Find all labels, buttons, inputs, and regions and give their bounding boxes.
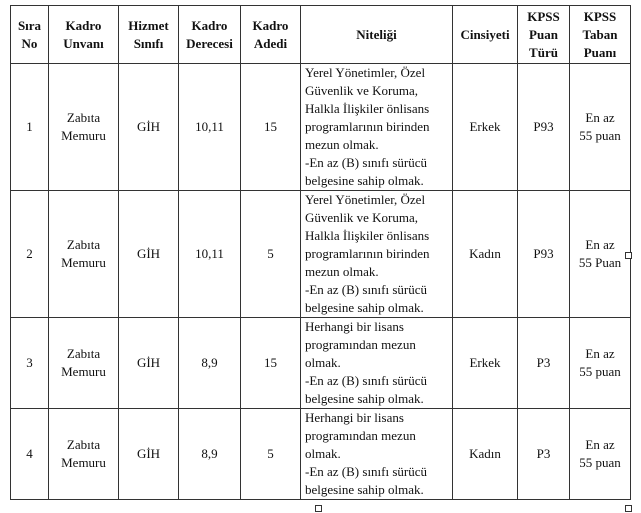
cell-cinsiyet: Erkek — [453, 318, 518, 409]
cell-unvan-line: Zabıta — [66, 346, 101, 361]
cell-unvan — [49, 409, 119, 500]
cell-sira: 2 — [11, 191, 49, 318]
nitelik-line: programından mezun — [305, 428, 416, 443]
header-kadro-adedi-line1: Kadro — [252, 17, 289, 33]
table-row — [11, 318, 631, 409]
cell-adet: 15 — [241, 64, 301, 191]
cell-sira: 4 — [11, 409, 49, 500]
cell-nitelik — [301, 191, 453, 318]
table-row — [11, 409, 631, 500]
nitelik-line: Halkla İlişkiler önlisans — [305, 101, 430, 116]
nitelik-line: Halkla İlişkiler önlisans — [305, 228, 430, 243]
nitelik-line: Herhangi bir lisans — [305, 319, 404, 334]
cell-puan-turu: P93 — [518, 191, 570, 318]
table-resize-handle-bottom[interactable] — [315, 505, 322, 512]
cell-unvan-line: Memuru — [61, 455, 106, 470]
nitelik-line: Yerel Yönetimler, Özel — [305, 192, 426, 207]
nitelik-line: Güvenlik ve Koruma, — [305, 210, 419, 225]
taban-puan-line: En az — [585, 437, 615, 452]
nitelik-line: mezun olmak. — [305, 264, 379, 279]
header-row — [11, 6, 631, 64]
taban-puan-line: En az — [585, 237, 615, 252]
cell-derece: 8,9 — [179, 318, 241, 409]
cell-unvan-line: Memuru — [61, 364, 106, 379]
table-row — [11, 191, 631, 318]
cell-taban-puan — [570, 409, 631, 500]
header-hizmet-sinifi-line2: Sınıfı — [133, 35, 164, 51]
nitelik-line: mezun olmak. — [305, 137, 379, 152]
header-kpss-taban-puani-line1: KPSS — [583, 8, 617, 24]
cell-nitelik — [301, 409, 453, 500]
cell-adet: 15 — [241, 318, 301, 409]
cell-unvan-line: Memuru — [61, 128, 106, 143]
header-kpss-taban-puani — [570, 6, 631, 64]
taban-puan-line: 55 puan — [579, 455, 621, 470]
taban-puan-line: 55 Puan — [578, 255, 622, 270]
cell-puan-turu: P3 — [518, 318, 570, 409]
header-kpss-puan-turu-line1: KPSS — [527, 8, 560, 24]
nitelik-line: Herhangi bir lisans — [305, 410, 404, 425]
kadro-table — [10, 5, 631, 500]
cell-unvan-line: Zabıta — [66, 237, 101, 252]
header-kadro-unvani-line2: Unvanı — [63, 35, 104, 51]
cell-unvan-line: Zabıta — [66, 437, 101, 452]
header-kpss-puan-turu-line3: Türü — [529, 44, 558, 60]
nitelik-line: -En az (B) sınıfı sürücü — [305, 464, 428, 479]
cell-unvan-line: Memuru — [61, 255, 106, 270]
nitelik-line: -En az (B) sınıfı sürücü — [305, 155, 428, 170]
cell-puan-turu: P93 — [518, 64, 570, 191]
header-kpss-taban-puani-line3: Puanı — [583, 44, 617, 60]
header-sira-no — [11, 6, 49, 64]
cell-adet: 5 — [241, 409, 301, 500]
header-kadro-unvani-line1: Kadro — [65, 17, 102, 33]
header-kpss-puan-turu-line2: Puan — [529, 26, 558, 42]
taban-puan-line: 55 puan — [579, 364, 621, 379]
table-resize-handle-right[interactable] — [625, 252, 632, 259]
header-kadro-derecesi-line2: Derecesi — [186, 35, 233, 51]
taban-puan-line: En az — [585, 346, 615, 361]
cell-nitelik — [301, 318, 453, 409]
cell-sira: 3 — [11, 318, 49, 409]
nitelik-line: Yerel Yönetimler, Özel — [305, 65, 426, 80]
nitelik-line: programlarının birinden — [305, 119, 430, 134]
cell-sinif: GİH — [119, 64, 179, 191]
table-resize-handle-corner[interactable] — [625, 505, 632, 512]
cell-sinif: GİH — [119, 318, 179, 409]
nitelik-line: Güvenlik ve Koruma, — [305, 83, 419, 98]
cell-cinsiyet: Kadın — [453, 409, 518, 500]
taban-puan-line: En az — [585, 110, 615, 125]
nitelik-line: programından mezun — [305, 337, 416, 352]
cell-unvan-line: Zabıta — [66, 110, 101, 125]
nitelik-line: belgesine sahip olmak. — [305, 300, 424, 315]
cell-cinsiyet: Kadın — [453, 191, 518, 318]
nitelik-line: belgesine sahip olmak. — [305, 482, 424, 497]
header-kadro-unvani — [49, 6, 119, 64]
header-sira-no-line1: Sıra — [17, 17, 42, 33]
cell-unvan — [49, 191, 119, 318]
nitelik-line: belgesine sahip olmak. — [305, 391, 424, 406]
header-kadro-adedi — [241, 6, 301, 64]
cell-unvan — [49, 318, 119, 409]
nitelik-line: belgesine sahip olmak. — [305, 173, 424, 188]
header-kadro-derecesi-line1: Kadro — [191, 17, 228, 33]
cell-adet: 5 — [241, 191, 301, 318]
table-row — [11, 64, 631, 191]
nitelik-line: -En az (B) sınıfı sürücü — [305, 282, 428, 297]
cell-sinif: GİH — [119, 191, 179, 318]
header-niteligi: Niteliği — [301, 6, 453, 64]
nitelik-line: programlarının birinden — [305, 246, 430, 261]
document-body — [10, 5, 630, 500]
cell-taban-puan — [570, 191, 631, 318]
header-cinsiyeti: Cinsiyeti — [453, 6, 518, 64]
nitelik-line: olmak. — [305, 446, 341, 461]
cell-derece: 10,11 — [179, 64, 241, 191]
cell-sira: 1 — [11, 64, 49, 191]
header-kpss-taban-puani-line2: Taban — [582, 26, 618, 42]
cell-taban-puan — [570, 318, 631, 409]
cell-cinsiyet: Erkek — [453, 64, 518, 191]
header-kpss-puan-turu — [518, 6, 570, 64]
cell-puan-turu: P3 — [518, 409, 570, 500]
nitelik-line: olmak. — [305, 355, 341, 370]
cell-nitelik — [301, 64, 453, 191]
cell-derece: 10,11 — [179, 191, 241, 318]
cell-unvan — [49, 64, 119, 191]
header-hizmet-sinifi — [119, 6, 179, 64]
header-kadro-adedi-line2: Adedi — [253, 35, 288, 51]
header-hizmet-sinifi-line1: Hizmet — [128, 17, 169, 33]
cell-taban-puan — [570, 64, 631, 191]
taban-puan-line: 55 puan — [579, 128, 621, 143]
cell-sinif: GİH — [119, 409, 179, 500]
header-sira-no-line2: No — [21, 35, 38, 51]
nitelik-line: -En az (B) sınıfı sürücü — [305, 373, 428, 388]
cell-derece: 8,9 — [179, 409, 241, 500]
header-kadro-derecesi — [179, 6, 241, 64]
